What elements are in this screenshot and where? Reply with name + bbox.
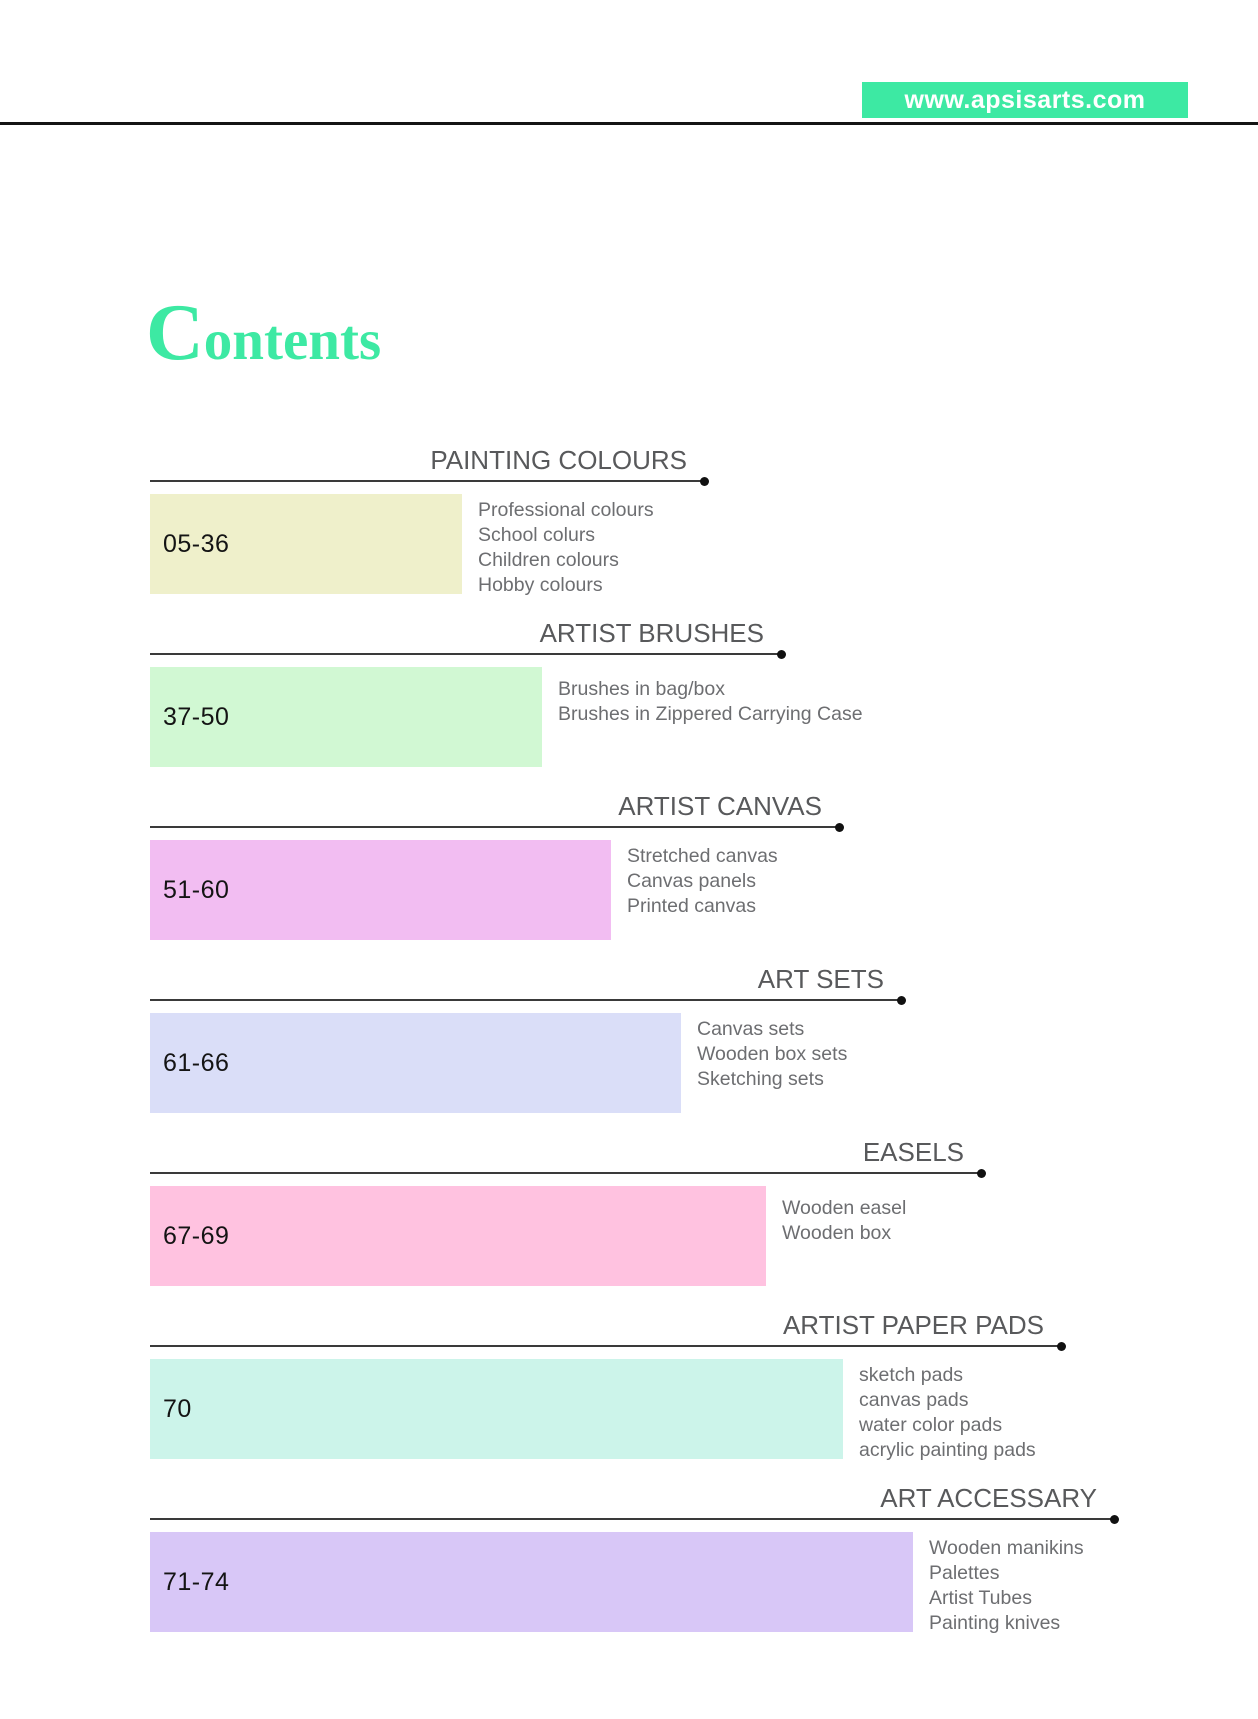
rule-end-dot: [835, 823, 844, 832]
section-page-bar: [150, 667, 542, 767]
rule-end-dot: [777, 650, 786, 659]
rule-end-dot: [897, 996, 906, 1005]
section-page-range: 51-60: [163, 875, 230, 904]
section-page-bar: [150, 1359, 843, 1459]
list-item: canvas pads: [859, 1389, 969, 1411]
section-page-bar: [150, 1013, 681, 1113]
section-rule: [150, 826, 838, 828]
section-rule: [150, 1345, 1060, 1347]
section-item-list: [929, 1536, 1084, 1636]
section-page-bar: [150, 1532, 913, 1632]
list-item: Wooden box sets: [697, 1043, 848, 1065]
section-title: EASELS: [862, 1137, 964, 1167]
list-item: Painting knives: [929, 1612, 1061, 1634]
page-title-dropcap: C: [146, 289, 204, 377]
section-rule: [150, 1518, 1113, 1520]
section-item-list: [859, 1363, 1036, 1463]
section-rule: [150, 999, 900, 1001]
section-page-bar: [150, 840, 611, 940]
list-item: School colurs: [478, 524, 596, 546]
list-item: Wooden manikins: [929, 1537, 1084, 1559]
section-title: ARTIST BRUSHES: [539, 618, 764, 648]
section-rule: [150, 480, 703, 482]
section-page-bar: [150, 494, 462, 594]
section-page-bar: [150, 1186, 766, 1286]
section-item-list: [697, 1017, 847, 1092]
header-divider: [0, 122, 1258, 125]
section-page-range: 70: [163, 1394, 192, 1423]
section-title: PAINTING COLOURS: [430, 445, 687, 475]
page-title: [146, 288, 381, 379]
section-title: ARTIST CANVAS: [618, 791, 822, 821]
list-item: Hobby colours: [478, 574, 603, 596]
list-item: Canvas panels: [627, 870, 756, 892]
list-item: Sketching sets: [697, 1068, 824, 1090]
list-item: sketch pads: [859, 1364, 964, 1386]
section-rule: [150, 1172, 980, 1174]
list-item: Artist Tubes: [929, 1587, 1032, 1609]
section-item-list: [627, 844, 778, 919]
section-page-range: 61-66: [163, 1048, 230, 1077]
list-item: Wooden easel: [782, 1197, 907, 1219]
section-item-list: [782, 1196, 906, 1246]
rule-end-dot: [1110, 1515, 1119, 1524]
site-url-text: www.apsisarts.com: [904, 85, 1146, 114]
rule-end-dot: [977, 1169, 986, 1178]
list-item: Brushes in Zippered Carrying Case: [558, 703, 863, 725]
section-item-list: [558, 677, 863, 727]
rule-end-dot: [700, 477, 709, 486]
list-item: Children colours: [478, 549, 619, 571]
list-item: Stretched canvas: [627, 845, 778, 867]
section-page-range: 37-50: [163, 702, 230, 731]
list-item: Printed canvas: [627, 895, 756, 917]
section-item-list: [478, 498, 654, 598]
list-item: Canvas sets: [697, 1018, 805, 1040]
section-page-range: 05-36: [163, 529, 230, 558]
list-item: Palettes: [929, 1562, 1000, 1584]
list-item: water color pads: [859, 1414, 1003, 1436]
site-url-badge: [862, 82, 1188, 118]
section-page-range: 67-69: [163, 1221, 230, 1250]
section-title: ART SETS: [757, 964, 884, 994]
rule-end-dot: [1057, 1342, 1066, 1351]
list-item: Wooden box: [782, 1222, 892, 1244]
section-rule: [150, 653, 780, 655]
page-title-rest: ontents: [203, 309, 382, 372]
list-item: Professional colours: [478, 499, 654, 521]
list-item: Brushes in bag/box: [558, 678, 725, 700]
section-page-range: 71-74: [163, 1567, 230, 1596]
section-title: ARTIST PAPER PADS: [782, 1310, 1044, 1340]
list-item: acrylic painting pads: [859, 1439, 1036, 1461]
section-title: ART ACCESSARY: [880, 1483, 1097, 1513]
